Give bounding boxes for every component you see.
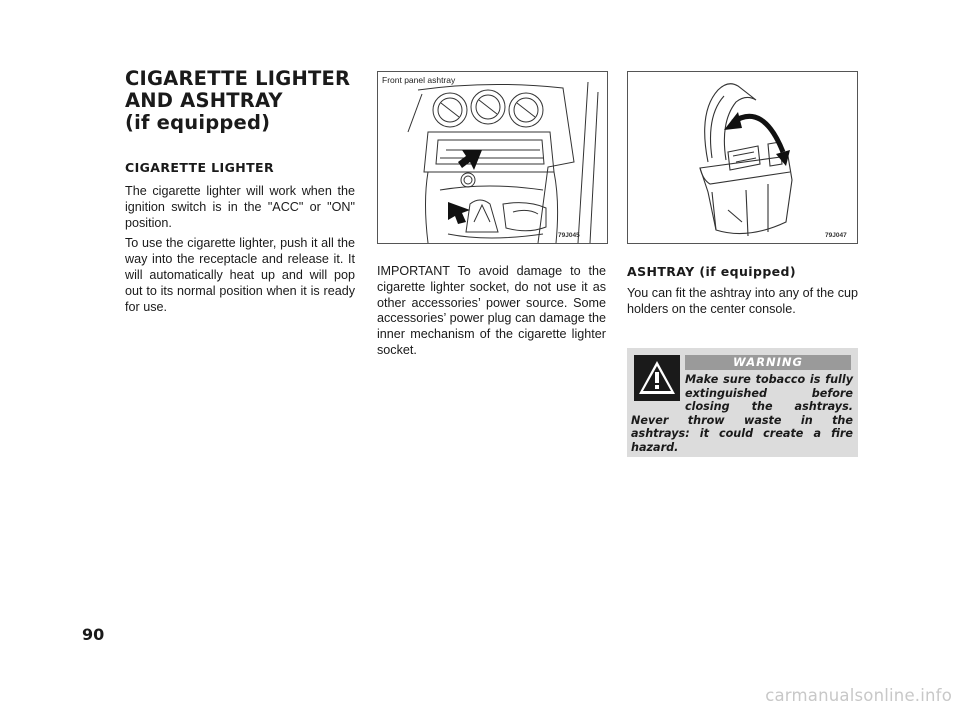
dashboard-illustration xyxy=(378,72,607,243)
figure-code-right: 79J047 xyxy=(825,232,847,239)
front-panel-ashtray-figure xyxy=(377,71,608,244)
ashtray-paragraph: You can fit the ashtray into any of the cup holders on the center console. xyxy=(627,286,858,316)
watermark: carmanualsonline.info xyxy=(765,686,952,705)
important-note: IMPORTANT To avoid damage to the cigarette lighter socket, do not use it as other accessories’ power source. Some accessories’ power plug can damage the inner mechanism of the cigarette lighter socket. xyxy=(377,264,606,357)
page-number: 90 xyxy=(82,625,105,644)
ashtray-section xyxy=(627,264,858,318)
ashtray-figure xyxy=(627,71,858,244)
page-title xyxy=(125,68,355,134)
cigarette-lighter-heading: CIGARETTE LIGHTER xyxy=(125,160,274,175)
warning-box xyxy=(627,348,858,457)
title-line-3: (if equipped) xyxy=(125,111,271,134)
figure-code-left: 79J045 xyxy=(558,232,580,239)
ashtray-illustration xyxy=(628,72,857,243)
warning-text-container xyxy=(631,373,853,455)
cigarette-lighter-paragraph-1: The cigarette lighter will work when the ignition switch is in the "ACC" or "ON" position. xyxy=(125,184,355,230)
figure-caption: Front panel ashtray xyxy=(382,75,456,85)
cigarette-lighter-section xyxy=(125,160,355,315)
warning-label: WARNING xyxy=(685,355,851,370)
title-line-1: CIGARETTE LIGHTER xyxy=(125,67,351,90)
cigarette-lighter-paragraph-2: To use the cigarette lighter, push it all the way into the receptacle and release it. It will automatically heat up and will pop out to its normal position when it is ready for use. xyxy=(125,236,355,314)
warning-text: Make sure tobacco is fully extinguished before closing the ashtrays. Never throw waste in the ashtrays: it could create a fire hazard. xyxy=(631,373,853,454)
ashtray-heading: ASHTRAY (if equipped) xyxy=(627,264,797,279)
title-line-2: AND ASHTRAY xyxy=(125,89,283,112)
